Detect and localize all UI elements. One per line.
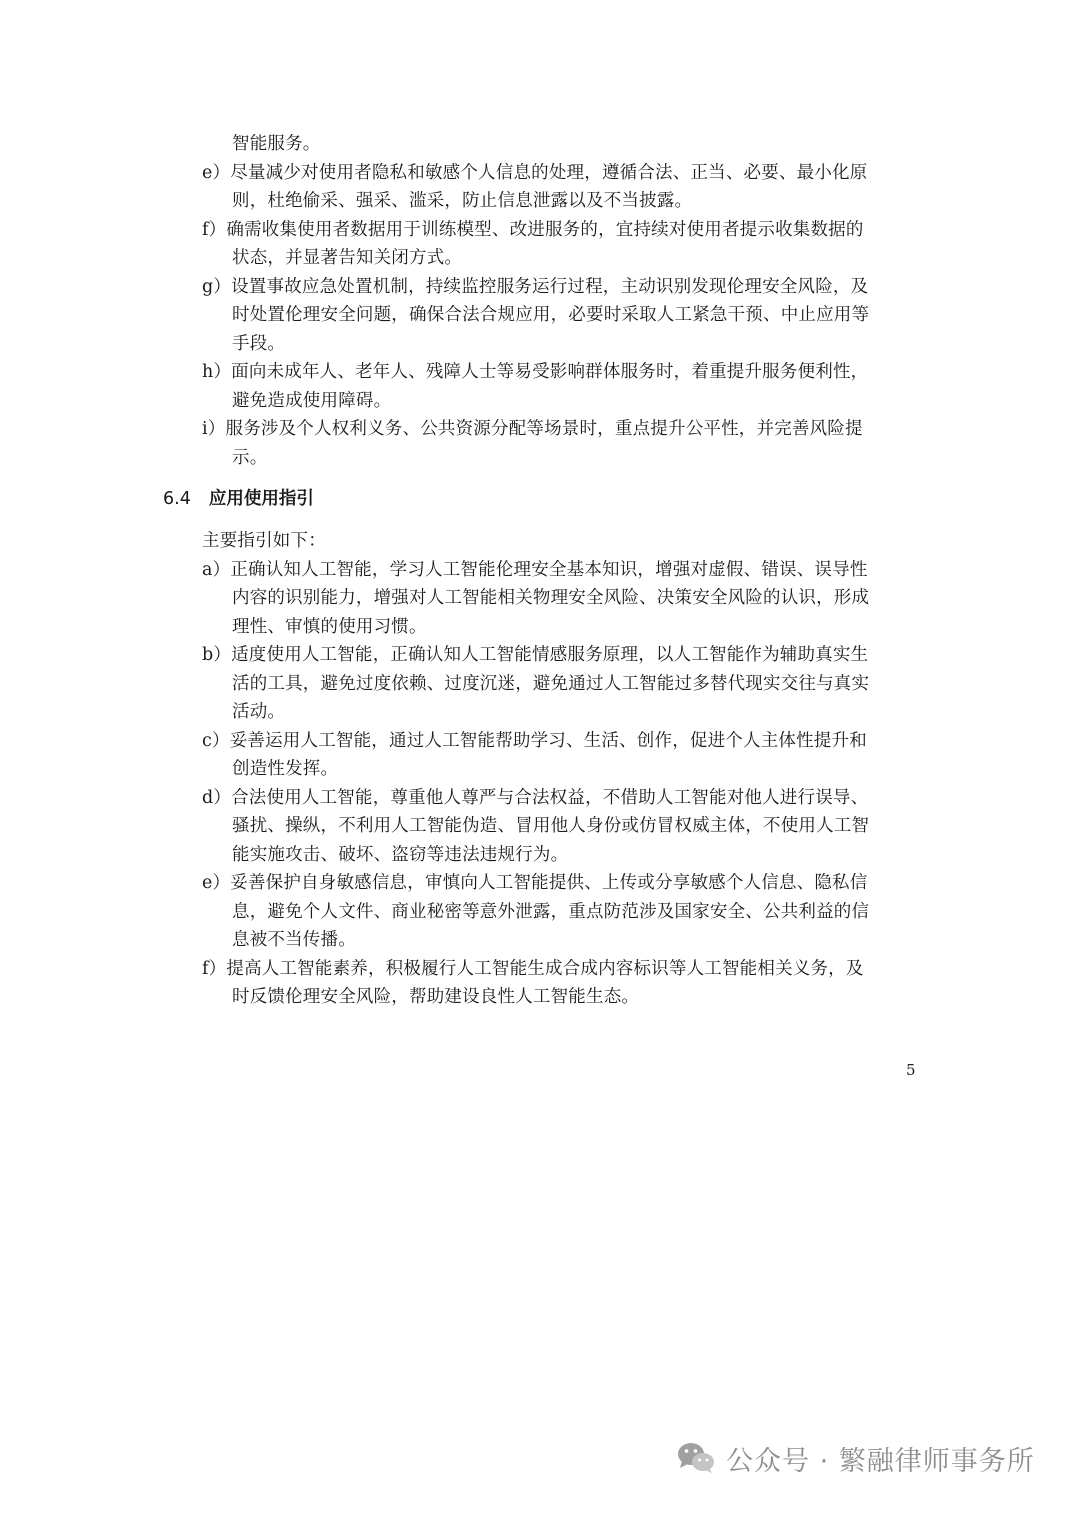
watermark: [676, 1434, 1035, 1482]
list-item-g: g）设置事故应急处置机制，持续监控服务运行过程，主动识别发现伦理安全风险，及: [202, 277, 869, 297]
body-line: 手段。: [232, 334, 286, 354]
body-line: 息被不当传播。: [232, 930, 356, 950]
body-line: 智能服务。: [232, 134, 321, 154]
list-item-d: d）合法使用人工智能，尊重他人尊严与合法权益，不借助人工智能对他人进行误导、: [202, 788, 869, 808]
body-line: 理性、审慎的使用习惯。: [232, 617, 427, 637]
list-item-f: f）确需收集使用者数据用于训练模型、改进服务的，宜持续对使用者提示收集数据的: [202, 220, 864, 240]
body-line: 能实施攻击、破坏、盗窃等违法违规行为。: [232, 845, 569, 865]
body-line: 时反馈伦理安全风险，帮助建设良性人工智能生态。: [232, 987, 640, 1007]
watermark-text: 公众号 · 繁融律师事务所: [726, 1445, 1035, 1477]
list-item-i: i）服务涉及个人权利义务、公共资源分配等场景时，重点提升公平性，并完善风险提: [202, 419, 863, 439]
body-line: 息，避免个人文件、商业秘密等意外泄露，重点防范涉及国家安全、公共利益的信: [232, 902, 870, 922]
list-item-b: b）适度使用人工智能，正确认知人工智能情感服务原理，以人工智能作为辅助真实生: [202, 645, 869, 665]
body-line: 骚扰、操纵，不利用人工智能伪造、冒用他人身份或仿冒权威主体，不使用人工智: [232, 816, 870, 836]
body-line: 时处置伦理安全问题，确保合法合规应用，必要时采取人工紧急干预、中止应用等: [232, 305, 870, 325]
list-item-f: f）提高人工智能素养，积极履行人工智能生成合成内容标识等人工智能相关义务，及: [202, 959, 864, 979]
body-line: 活的工具，避免过度依赖、过度沉迷，避免通过人工智能过多替代现实交往与真实: [232, 674, 870, 694]
body-line: 则，杜绝偷采、强采、滥采，防止信息泄露以及不当披露。: [232, 191, 693, 211]
body-line: 活动。: [232, 702, 286, 722]
section-number: 6.4: [163, 489, 191, 509]
wechat-icon: [676, 1441, 716, 1475]
body-line: 避免造成使用障碍。: [232, 391, 392, 411]
body-line: 示。: [232, 448, 268, 468]
section-title: 应用使用指引: [208, 489, 314, 509]
body-line: 状态，并显著告知关闭方式。: [232, 248, 463, 268]
list-item-e: e）妥善保护自身敏感信息，审慎向人工智能提供、上传或分享敏感个人信息、隐私信: [202, 873, 868, 893]
list-item-c: c）妥善运用人工智能，通过人工智能帮助学习、生活、创作，促进个人主体性提升和: [202, 731, 867, 751]
intro-line: 主要指引如下：: [202, 531, 326, 551]
body-line: 创造性发挥。: [232, 759, 339, 779]
body-line: 内容的识别能力，增强对人工智能相关物理安全风险、决策安全风险的认识，形成: [232, 588, 870, 608]
section-heading-6-4: [163, 485, 314, 513]
list-item-e: e）尽量减少对使用者隐私和敏感个人信息的处理，遵循合法、正当、必要、最小化原: [202, 163, 868, 183]
list-item-h: h）面向未成年人、老年人、残障人士等易受影响群体服务时，着重提升服务便利性，: [202, 362, 869, 382]
page-number: 5: [906, 1061, 916, 1079]
list-item-a: a）正确认知人工智能，学习人工智能伦理安全基本知识，增强对虚假、错误、误导性: [202, 560, 868, 580]
